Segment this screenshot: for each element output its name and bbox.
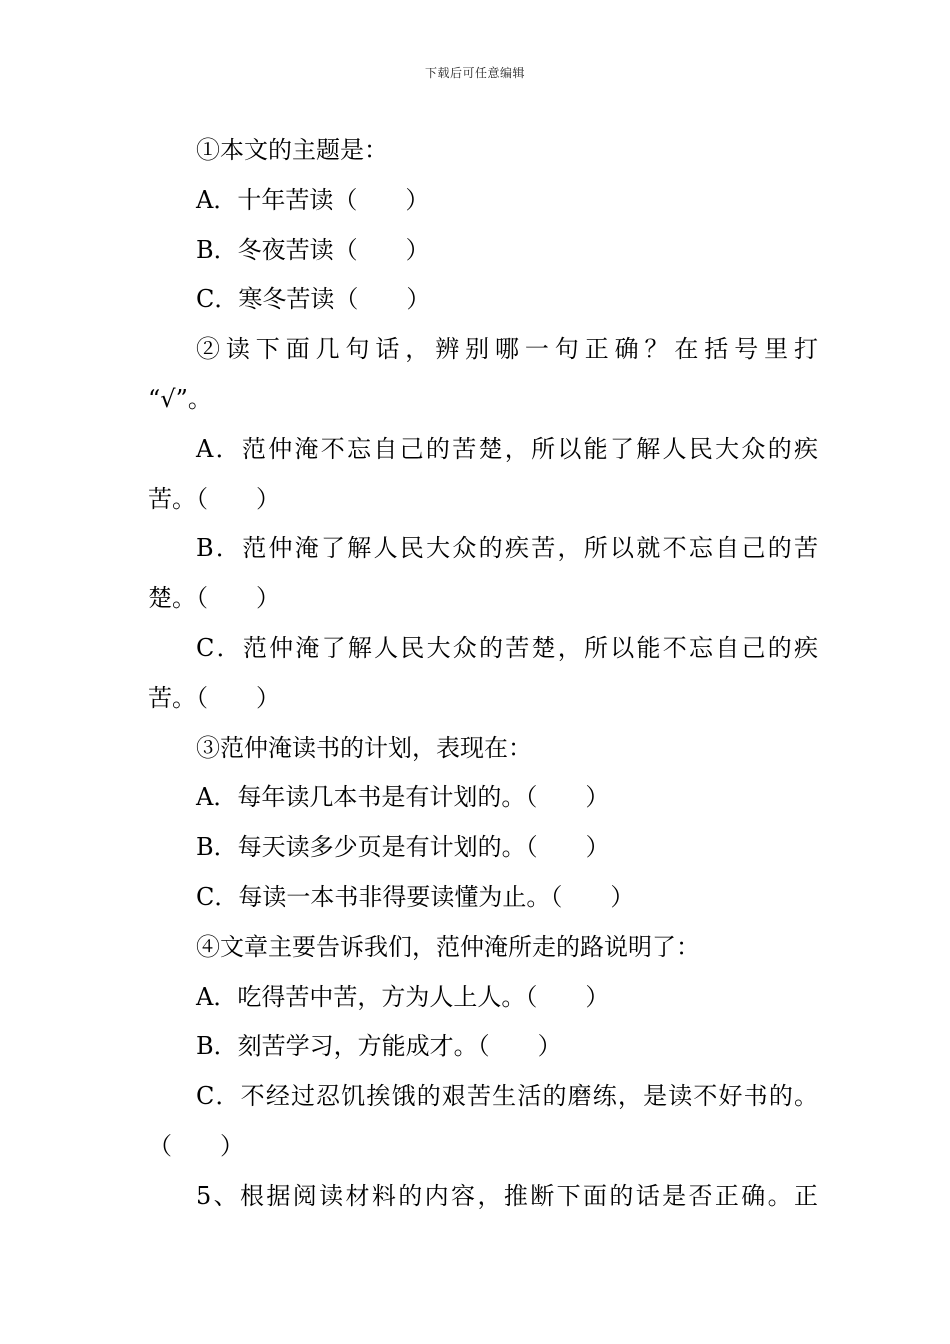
- question-2-option-a: A．范仲淹不忘自己的苦楚，所以能了解人民大众的疾: [196, 434, 818, 463]
- question-4-option-a: A．吃得苦中苦，方为人上人。（ ）: [196, 982, 610, 1011]
- question-1-prompt: ①本文的主题是：: [196, 136, 388, 164]
- question-4-prompt: ④文章主要告诉我们，范仲淹所走的路说明了：: [196, 932, 700, 961]
- question-3-option-b: B．每天读多少页是有计划的。（ ）: [196, 833, 610, 862]
- question-2-prompt-cont: “√”。: [148, 384, 212, 413]
- question-2-option-c: C．范仲淹了解人民大众的苦楚，所以能不忘自己的疾: [196, 633, 818, 662]
- question-1-option-b: B．冬夜苦读（ ）: [196, 235, 430, 264]
- question-2-prompt: ②读下面几句话，辨别哪一句正确？在括号里打: [196, 335, 818, 364]
- question-3-prompt: ③范仲淹读书的计划，表现在：: [196, 733, 532, 762]
- question-3-option-a: A．每年读几本书是有计划的。（ ）: [196, 783, 610, 812]
- question-1-option-c: C．寒冬苦读（ ）: [196, 285, 431, 314]
- question-2-option-c-cont: 苦。（ ）: [148, 683, 280, 712]
- question-5-prompt: 5、根据阅读材料的内容，推断下面的话是否正确。正: [196, 1181, 818, 1210]
- question-2-option-a-cont: 苦。（ ）: [148, 484, 280, 513]
- document-body: [148, 126, 818, 1222]
- question-4-option-c: C．不经过忍饥挨饿的艰苦生活的磨练，是读不好书的。: [196, 1082, 818, 1111]
- question-2-option-b: B．范仲淹了解人民大众的疾苦，所以就不忘自己的苦: [196, 534, 818, 563]
- question-2-option-b-cont: 楚。（ ）: [148, 584, 280, 613]
- page-header: 下载后可任意编辑: [424, 66, 525, 80]
- question-1-option-a: A．十年苦读（ ）: [196, 185, 430, 214]
- question-4-option-c-cont: （ ）: [148, 1131, 244, 1160]
- question-4-option-b: B．刻苦学习，方能成才。（ ）: [196, 1032, 562, 1061]
- question-3-option-c: C．每读一本书非得要读懂为止。（ ）: [196, 882, 635, 911]
